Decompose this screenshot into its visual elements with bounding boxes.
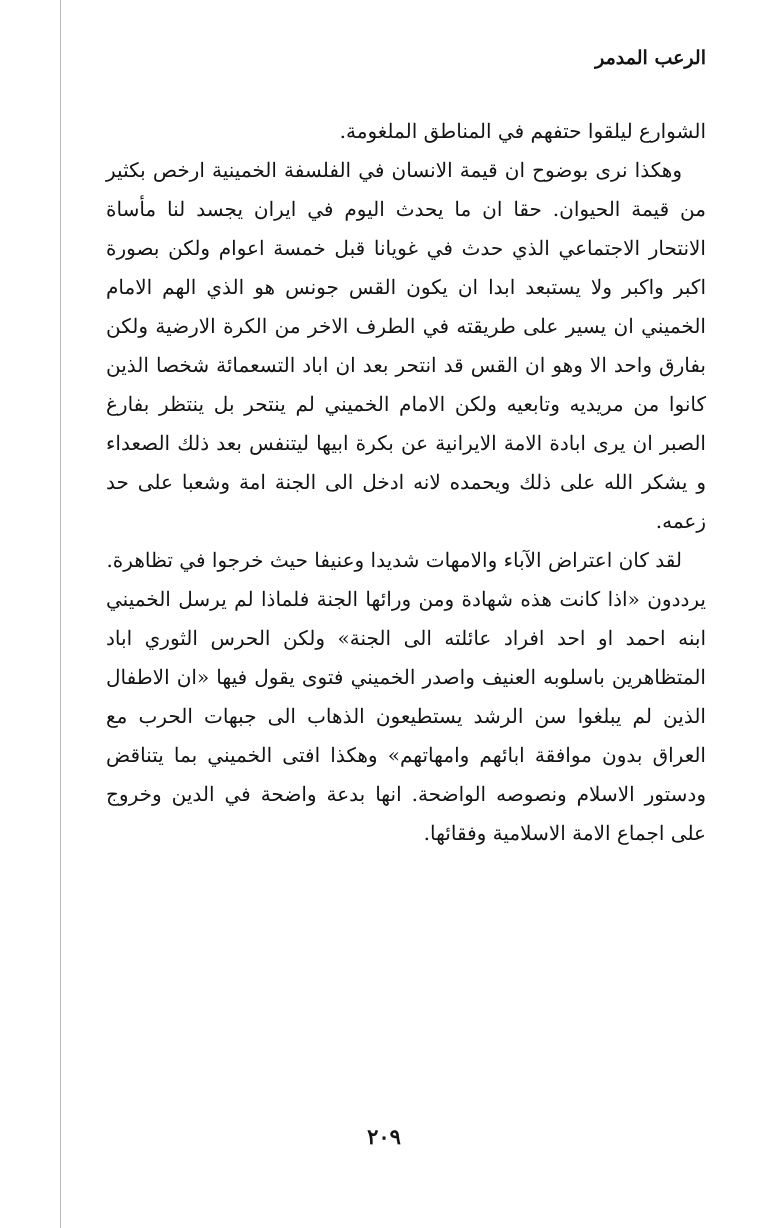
paragraph-protest-chants: يرددون «اذا كانت هذه شهادة ومن ورائها الجنة فلماذا لم يرسل الخميني ابنه احمد او احد افراد عائلته الى الجنة» ولكن الحرس الثوري اباد المتظاهرين باسلوبه العنيف واصدر الخميني فتوى يقول فيها «ان الاطفال الذين لم يبلغوا سن الرشد يستطيعون الذهاب الى جبهات الحرب مع العراق بدون موافقة ابائهم وامهاتهم» وهكذا افتى الخميني بما يتناقض ودستور الاسلام ونصوصه الواضحة. انها بدعة واضحة في الدين وخروج على اجماع الامة الاسلامية وفقائها. bbox=[106, 587, 706, 845]
paragraph-khomeini-philosophy: وهكذا نرى بوضوح ان قيمة الانسان في الفلسفة الخمينية ارخص بكثير من قيمة الحيوان. حقا ان ما يحدث اليوم في ايران يجسد لنا مأساة الانتحار الاجتماعي الذي حدث في غويانا قبل خمسة اعوام ولكن بصورة اكبر واكبر ولا يستبعد ابدا ان يكون القس جونس هو الذي الهم الامام الخميني ان يسير على طريقته في الطرف الاخر من الكرة الارضية ولكن بفارق واحد الا وهو ان القس قد انتحر بعد ان اباد التسعمائة شخصا الذين كانوا من مريديه وتابعيه ولكن الامام الخميني لم ينتحر بل ينتظر بفارغ الصبر ان يرى ابادة الامة الايرانية عن بكرة ابيها ليتنفس بعد ذلك الصعداء و يشكر الله على ذلك ويحمده لانه ادخل الى الجنة امة وشعبا على حد زعمه. bbox=[106, 158, 707, 533]
paragraph-continuation: الشوارع ليلقوا حتفهم في المناطق الملغومة. bbox=[339, 119, 706, 143]
body-text bbox=[106, 112, 706, 853]
page-number: ٢٠٩ bbox=[367, 1124, 401, 1149]
page-binding-edge bbox=[60, 0, 61, 1228]
paragraph-parents-protest: لقد كان اعتراض الآباء والامهات شديدا وعنيفا حيث خرجوا في تظاهرة. bbox=[106, 548, 682, 572]
running-title: الرعب المدمر bbox=[595, 47, 706, 69]
